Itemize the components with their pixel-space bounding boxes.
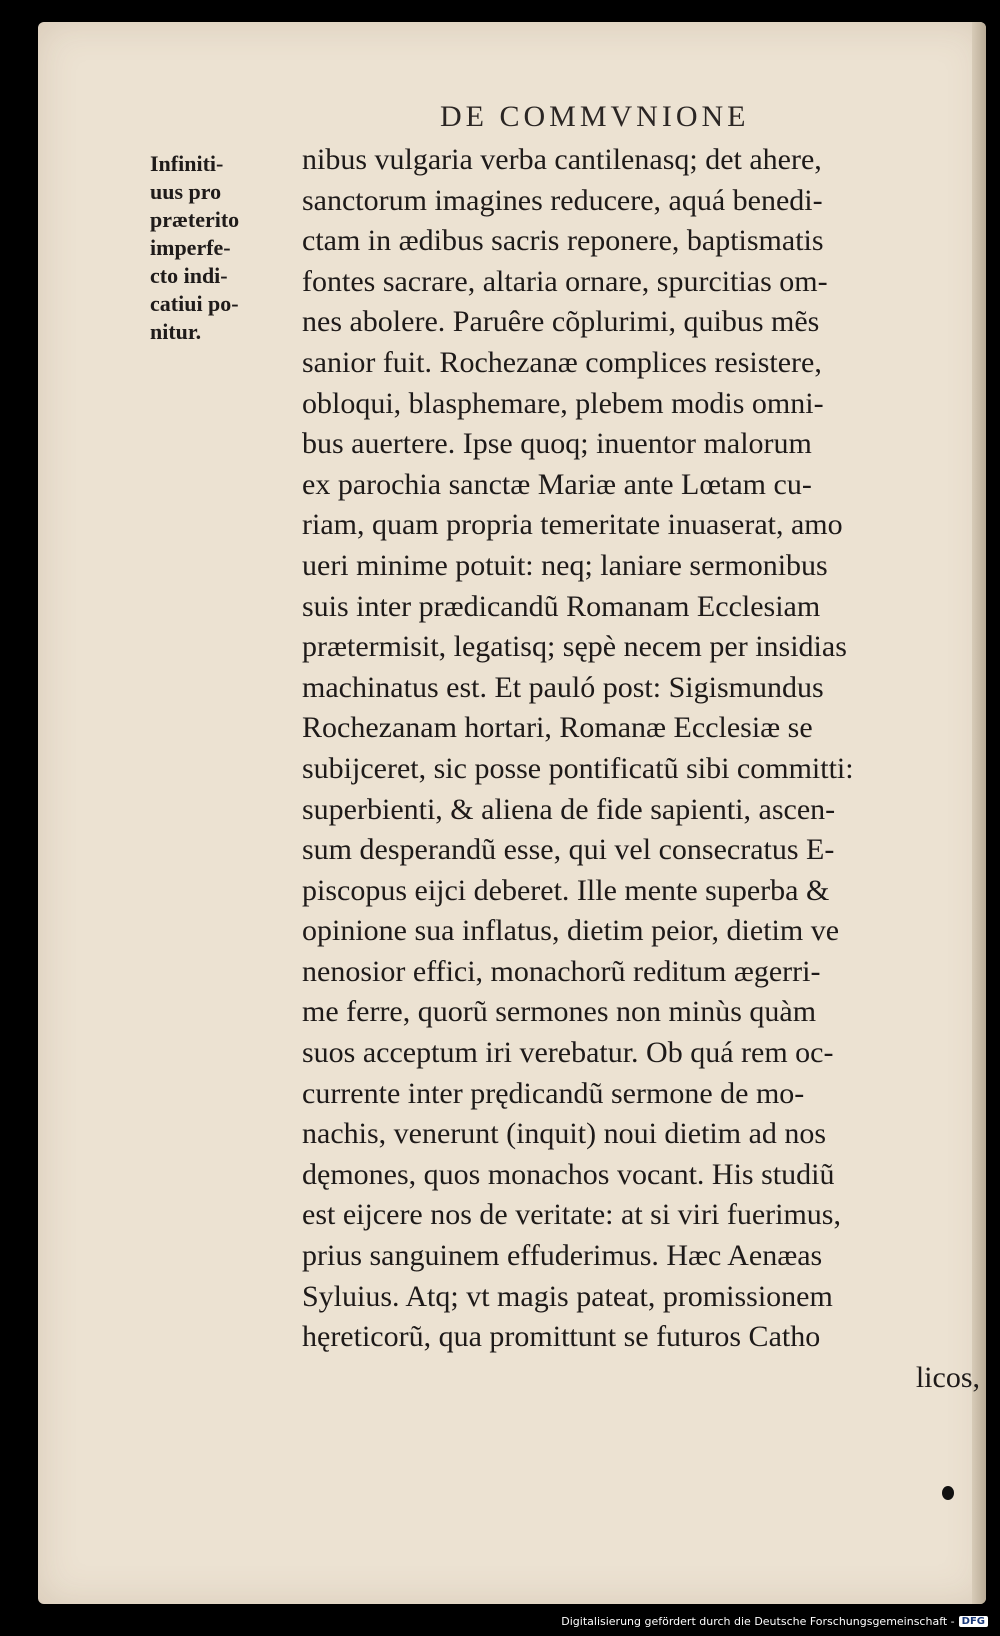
text-line: machinatus est. Et pauló post: Sigismundus: [302, 670, 824, 704]
text-line: prius sanguinem effuderimus. Hæc Aenæas: [302, 1239, 823, 1273]
margin-note-line: catiui po-: [150, 291, 239, 316]
text-line: bus auertere. Ipse quoq; inuentor malorum: [302, 427, 812, 461]
text-line: suis inter prædicandũ Romanam Ecclesiam: [302, 589, 821, 623]
text-line: ex parochia sanctæ Mariæ ante Lœtam cu-: [302, 467, 812, 501]
text-line: Syluius. Atq; vt magis pateat, promissionem: [302, 1279, 833, 1313]
main-text: [302, 140, 982, 1398]
text-line: sanior fuit. Rochezanæ complices resistere,: [302, 345, 822, 379]
text-line: ctam in ædibus sacris reponere, baptismatis: [302, 224, 824, 258]
text-line: suos acceptum iri verebatur. Ob quá rem oc-: [302, 1036, 834, 1070]
text-line: ueri minime potuit: neq; laniare sermonibus: [302, 548, 828, 582]
text-line: nibus vulgaria verba cantilenasq; det ahere,: [302, 143, 822, 176]
text-line: obloqui, blasphemare, plebem modis omni-: [302, 386, 824, 420]
text-line: me ferre, quorũ sermones non minùs quàm: [302, 995, 817, 1029]
text-line: nachis, venerunt (inquit) noui dietim ad nos: [302, 1117, 827, 1151]
text-line: sum desperandũ esse, qui vel consecratus E-: [302, 833, 835, 867]
text-line: subijceret, sic posse pontificatũ sibi committi:: [302, 751, 854, 785]
margin-note-line: nitur.: [150, 319, 202, 344]
text-line: est eijcere nos de veritate: at si viri fuerimus,: [302, 1198, 841, 1232]
catchword: licos,: [915, 1360, 980, 1394]
running-header: DE COMMVNIONE: [440, 100, 750, 133]
margin-note-line: Infiniti-: [150, 151, 224, 176]
text-line: dęmones, quos monachos vocant. His studiũ: [302, 1157, 835, 1191]
text-line: superbienti, & aliena de fide sapienti, ascen-: [302, 792, 836, 826]
margin-note-line: præterito: [150, 207, 240, 232]
text-line: Rochezanam hortari, Romanæ Ecclesiæ se: [302, 711, 813, 745]
ink-dot: [942, 1486, 954, 1500]
margin-note-line: cto indi-: [150, 263, 228, 288]
text-line: nes abolere. Paruêre cõplurimi, quibus mẽs: [302, 305, 820, 339]
text-line: currente inter prędicandũ sermone de mo-: [302, 1076, 805, 1110]
text-line: sanctorum imagines reducere, aquá benedi-: [302, 183, 823, 217]
text-line: piscopus eijci deberet. Ille mente superba &: [302, 873, 830, 907]
footer-text: Digitalisierung gefördert durch die Deutsche Forschungsgemeinschaft -: [561, 1615, 955, 1628]
dfg-logo: DFG: [959, 1616, 988, 1627]
text-line: opinione sua inflatus, dietim peior, dietim ve: [302, 914, 840, 948]
marginal-note: [150, 150, 290, 346]
text-line: fontes sacrare, altaria ornare, spurcitias om-: [302, 264, 828, 298]
text-line: riam, quam propria temeritate inuaserat, amo: [302, 508, 843, 542]
text-line: prætermisit, legatisq; sępè necem per insidias: [302, 630, 847, 664]
text-line: nenosior effici, monachorũ reditum ægerri-: [302, 954, 821, 988]
margin-note-line: imperfe-: [150, 235, 231, 260]
text-line: hęreticorũ, qua promittunt se futuros Catho: [302, 1320, 821, 1354]
margin-note-line: uus pro: [150, 179, 222, 204]
footer-credit: [561, 1615, 988, 1628]
